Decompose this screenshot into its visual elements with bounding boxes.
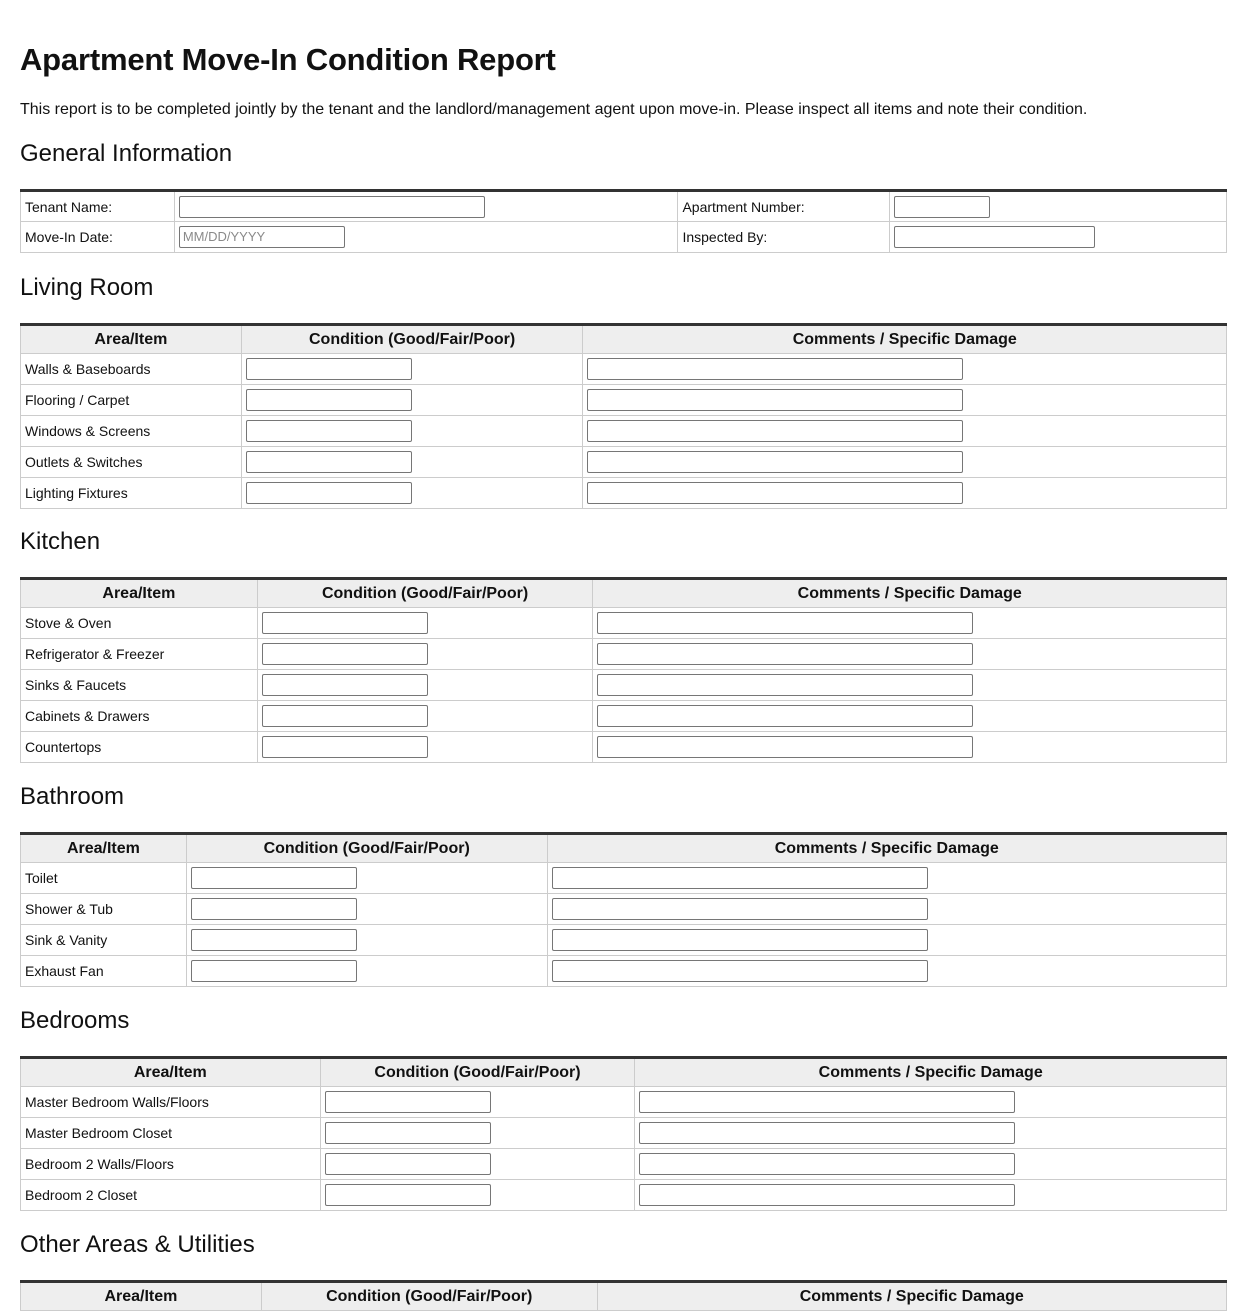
living-room-heading: Living Room: [20, 274, 154, 301]
item-label: Flooring / Carpet: [21, 385, 242, 416]
comments-input[interactable]: [587, 451, 963, 473]
item-label: Master Bedroom Walls/Floors: [21, 1087, 321, 1118]
column-header-comments: Comments / Specific Damage: [635, 1058, 1227, 1087]
table-row: [21, 222, 1227, 253]
condition-cell: [320, 1149, 635, 1180]
inspected-by-field[interactable]: [894, 226, 1095, 248]
condition-input[interactable]: [325, 1091, 491, 1113]
move-in-date-cell: [174, 222, 678, 253]
comments-input[interactable]: [587, 420, 963, 442]
other-areas-utilities-heading: Other Areas & Utilities: [20, 1231, 255, 1258]
table-row: [21, 1180, 1227, 1211]
comments-input[interactable]: [552, 929, 928, 951]
table-header-row: [21, 834, 1227, 863]
move-in-date-label: Move-In Date:: [21, 222, 175, 253]
column-header-comments: Comments / Specific Damage: [597, 1282, 1226, 1311]
column-header-comments: Comments / Specific Damage: [583, 325, 1227, 354]
comments-cell: [583, 416, 1227, 447]
comments-cell: [635, 1180, 1227, 1211]
item-label: Bedroom 2 Closet: [21, 1180, 321, 1211]
item-label: Exhaust Fan: [21, 956, 187, 987]
table-row: [21, 894, 1227, 925]
table-row: [21, 478, 1227, 509]
condition-input[interactable]: [262, 705, 428, 727]
comments-cell: [593, 732, 1227, 763]
comments-cell: [593, 670, 1227, 701]
comments-input[interactable]: [597, 643, 973, 665]
column-header-comments: Comments / Specific Damage: [547, 834, 1227, 863]
table-row: [21, 1149, 1227, 1180]
comments-input[interactable]: [639, 1153, 1015, 1175]
condition-input[interactable]: [191, 867, 357, 889]
condition-input[interactable]: [325, 1153, 491, 1175]
comments-cell: [583, 354, 1227, 385]
condition-cell: [320, 1180, 635, 1211]
inspected-by-label: Inspected By:: [678, 222, 890, 253]
kitchen-table: [20, 577, 1227, 763]
comments-input[interactable]: [597, 705, 973, 727]
column-header-comments: Comments / Specific Damage: [593, 579, 1227, 608]
table-row: [21, 925, 1227, 956]
condition-input[interactable]: [246, 482, 412, 504]
condition-cell: [257, 670, 593, 701]
table-header-row: [21, 579, 1227, 608]
intro-text: This report is to be completed jointly by the tenant and the landlord/management agent upon move-in. Please inspect all items and note their condition.: [20, 101, 1088, 118]
column-header-condition: Condition (Good/Fair/Poor): [257, 579, 593, 608]
comments-cell: [547, 925, 1227, 956]
tenant-name-label: Tenant Name:: [21, 191, 175, 222]
column-header-condition: Condition (Good/Fair/Poor): [186, 834, 547, 863]
comments-input[interactable]: [552, 898, 928, 920]
table-row: [21, 354, 1227, 385]
comments-cell: [593, 701, 1227, 732]
item-label: Sinks & Faucets: [21, 670, 258, 701]
item-label: Outlets & Switches: [21, 447, 242, 478]
condition-input[interactable]: [191, 929, 357, 951]
item-label: Stove & Oven: [21, 608, 258, 639]
condition-input[interactable]: [262, 643, 428, 665]
table-header-row: [21, 1282, 1227, 1311]
comments-input[interactable]: [597, 674, 973, 696]
bedrooms-heading: Bedrooms: [20, 1007, 130, 1034]
bathroom-heading: Bathroom: [20, 783, 125, 810]
condition-input[interactable]: [262, 674, 428, 696]
condition-input[interactable]: [262, 612, 428, 634]
condition-cell: [257, 608, 593, 639]
table-row: [21, 956, 1227, 987]
tenant-name-cell: [174, 191, 678, 222]
column-header-condition: Condition (Good/Fair/Poor): [241, 325, 583, 354]
condition-cell: [241, 416, 583, 447]
condition-cell: [241, 478, 583, 509]
item-label: Sink & Vanity: [21, 925, 187, 956]
condition-input[interactable]: [191, 960, 357, 982]
condition-input[interactable]: [246, 358, 412, 380]
apartment-number-cell: [890, 191, 1227, 222]
comments-input[interactable]: [639, 1122, 1015, 1144]
comments-input[interactable]: [639, 1091, 1015, 1113]
column-header-area: Area/Item: [21, 834, 187, 863]
condition-input[interactable]: [262, 736, 428, 758]
table-row: [21, 732, 1227, 763]
table-header-row: [21, 1058, 1227, 1087]
condition-cell: [186, 894, 547, 925]
table-row: [21, 639, 1227, 670]
item-label: Countertops: [21, 732, 258, 763]
item-label: Lighting Fixtures: [21, 478, 242, 509]
item-label: Toilet: [21, 863, 187, 894]
item-label: Refrigerator & Freezer: [21, 639, 258, 670]
condition-input[interactable]: [246, 389, 412, 411]
condition-cell: [186, 925, 547, 956]
table-row: [21, 447, 1227, 478]
other-areas-utilities-table: [20, 1280, 1227, 1311]
table-row: [21, 1087, 1227, 1118]
move-in-date-field[interactable]: MM/DD/YYYY: [179, 226, 345, 248]
condition-cell: [320, 1087, 635, 1118]
page-title: Apartment Move-In Condition Report: [20, 42, 556, 77]
condition-cell: [186, 863, 547, 894]
apartment-number-field[interactable]: [894, 196, 990, 218]
comments-cell: [635, 1118, 1227, 1149]
table-row: [21, 191, 1227, 222]
comments-input[interactable]: [587, 482, 963, 504]
column-header-area: Area/Item: [21, 1058, 321, 1087]
condition-cell: [186, 956, 547, 987]
condition-cell: [257, 732, 593, 763]
comments-input[interactable]: [552, 960, 928, 982]
comments-cell: [547, 863, 1227, 894]
table-row: [21, 608, 1227, 639]
condition-cell: [241, 354, 583, 385]
condition-cell: [257, 701, 593, 732]
table-row: [21, 416, 1227, 447]
comments-cell: [547, 894, 1227, 925]
comments-input[interactable]: [597, 612, 973, 634]
item-label: Bedroom 2 Walls/Floors: [21, 1149, 321, 1180]
condition-cell: [241, 447, 583, 478]
condition-input[interactable]: [325, 1122, 491, 1144]
comments-cell: [635, 1149, 1227, 1180]
comments-input[interactable]: [639, 1184, 1015, 1206]
item-label: Cabinets & Drawers: [21, 701, 258, 732]
condition-input[interactable]: [191, 898, 357, 920]
column-header-area: Area/Item: [21, 1282, 262, 1311]
condition-input[interactable]: [246, 420, 412, 442]
comments-cell: [593, 639, 1227, 670]
comments-cell: [593, 608, 1227, 639]
column-header-condition: Condition (Good/Fair/Poor): [261, 1282, 597, 1311]
item-label: Walls & Baseboards: [21, 354, 242, 385]
condition-input[interactable]: [325, 1184, 491, 1206]
general-info-table: [20, 189, 1227, 253]
comments-input[interactable]: [587, 389, 963, 411]
item-label: Master Bedroom Closet: [21, 1118, 321, 1149]
bathroom-table: [20, 832, 1227, 987]
living-room-table: [20, 323, 1227, 509]
comments-input[interactable]: [552, 867, 928, 889]
table-row: [21, 385, 1227, 416]
comments-input[interactable]: [597, 736, 973, 758]
condition-cell: [257, 639, 593, 670]
comments-cell: [583, 447, 1227, 478]
comments-cell: [583, 478, 1227, 509]
table-row: [21, 670, 1227, 701]
table-row: [21, 701, 1227, 732]
column-header-condition: Condition (Good/Fair/Poor): [320, 1058, 635, 1087]
item-label: Windows & Screens: [21, 416, 242, 447]
condition-cell: [320, 1118, 635, 1149]
condition-cell: [241, 385, 583, 416]
general-info-heading: General Information: [20, 140, 233, 167]
item-label: Shower & Tub: [21, 894, 187, 925]
apartment-number-label: Apartment Number:: [678, 191, 890, 222]
table-row: [21, 1118, 1227, 1149]
condition-input[interactable]: [246, 451, 412, 473]
comments-cell: [635, 1087, 1227, 1118]
table-header-row: [21, 325, 1227, 354]
comments-input[interactable]: [587, 358, 963, 380]
comments-cell: [547, 956, 1227, 987]
table-row: [21, 863, 1227, 894]
inspected-by-cell: [890, 222, 1227, 253]
bedrooms-table: [20, 1056, 1227, 1211]
column-header-area: Area/Item: [21, 579, 258, 608]
comments-cell: [583, 385, 1227, 416]
column-header-area: Area/Item: [21, 325, 242, 354]
tenant-name-field[interactable]: [179, 196, 485, 218]
kitchen-heading: Kitchen: [20, 528, 101, 555]
